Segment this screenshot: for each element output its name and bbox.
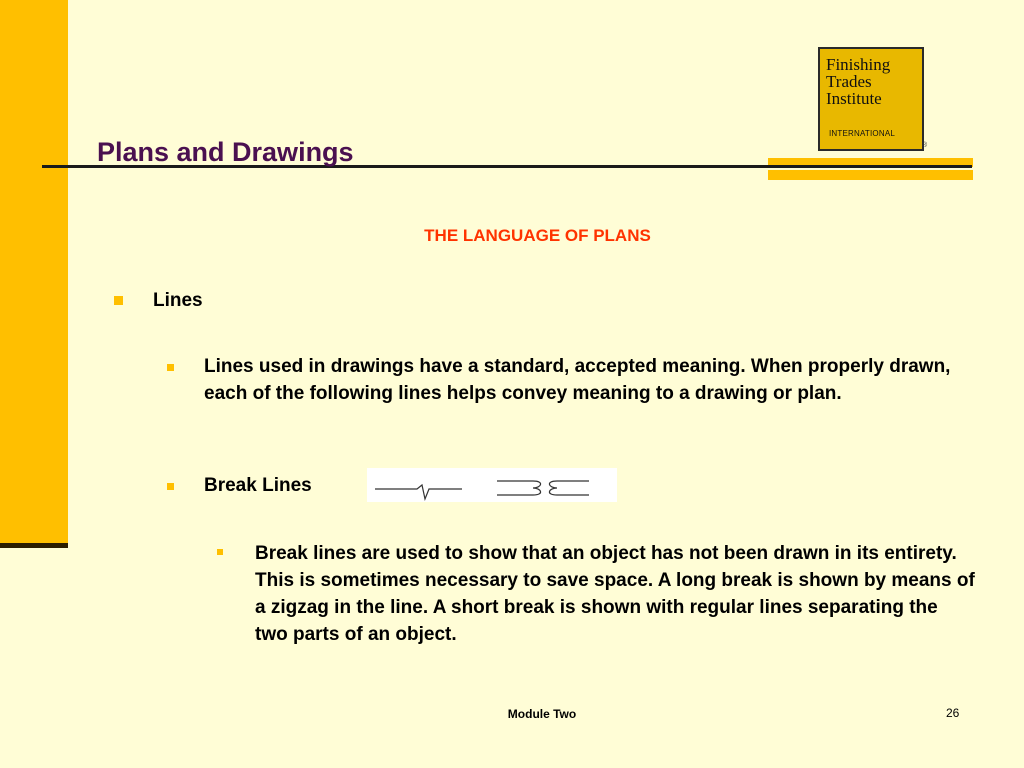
left-accent-rule	[0, 543, 68, 548]
break-lines-illustration	[367, 468, 617, 502]
page-number: 26	[946, 706, 960, 720]
bullet-break-lines: Break Lines	[204, 475, 312, 496]
break-lines-diagram	[367, 468, 617, 502]
registered-mark: ®	[922, 142, 928, 149]
bullet-marker	[114, 296, 123, 305]
bullet-marker	[217, 549, 223, 555]
footer-module: Module Two	[507, 707, 577, 721]
logo-subtext: INTERNATIONAL	[829, 129, 896, 138]
bullet-lines: Lines	[153, 290, 203, 311]
break-lines-description: Break lines are used to show that an object has not been drawn in its entirety. This is sometimes necessary to save space. A long break is shown by means of a zigzag in the line. A short break is shown with regular lines separating the two parts of an object.	[255, 543, 975, 645]
bullet-marker	[167, 364, 174, 371]
slide-title: Plans and Drawings	[97, 137, 354, 167]
logo-text-line-3: Institute	[826, 89, 882, 108]
right-accent-bar-bottom	[768, 170, 973, 180]
slide-subtitle: THE LANGUAGE OF PLANS	[424, 226, 651, 245]
long-break-line	[375, 485, 462, 499]
bullet-marker	[167, 483, 174, 490]
short-break-curve-right	[549, 481, 557, 495]
institute-logo	[818, 47, 924, 151]
left-accent-bar	[0, 0, 68, 545]
logo-text-line-1: Finishing	[826, 55, 891, 74]
logo-text-line-2: Trades	[826, 72, 872, 91]
bullet-lines-description: Lines used in drawings have a standard, accepted meaning. When properly drawn, each of the following lines helps convey meaning to a drawing or plan.	[204, 356, 951, 404]
short-break-curve-left	[533, 481, 541, 495]
